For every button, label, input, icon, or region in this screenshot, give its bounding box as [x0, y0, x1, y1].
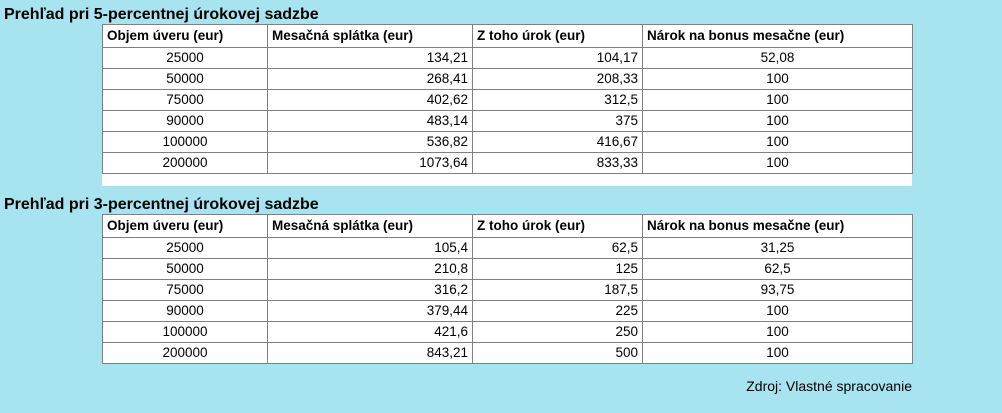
cell-monthly-payment: 1073,64 — [268, 153, 473, 174]
cell-monthly-payment: 483,14 — [268, 111, 473, 132]
cell-interest-part: 225 — [473, 301, 643, 322]
cell-loan-volume: 25000 — [103, 48, 268, 69]
table-row — [103, 322, 913, 343]
cell-loan-volume: 100000 — [103, 322, 268, 343]
cell-interest-part: 375 — [473, 111, 643, 132]
cell-monthly-payment: 379,44 — [268, 301, 473, 322]
column-header-loan-volume: Objem úveru (eur) — [103, 215, 268, 238]
cell-bonus-claim: 31,25 — [643, 238, 913, 259]
cell-loan-volume: 200000 — [103, 153, 268, 174]
cell-loan-volume: 50000 — [103, 259, 268, 280]
cell-bonus-claim: 62,5 — [643, 259, 913, 280]
table-row — [103, 259, 913, 280]
cell-monthly-payment: 316,2 — [268, 280, 473, 301]
table-row — [103, 48, 913, 69]
cell-interest-part: 62,5 — [473, 238, 643, 259]
cell-interest-part: 187,5 — [473, 280, 643, 301]
section-3-percent — [0, 186, 1002, 364]
table-row — [103, 153, 913, 174]
column-header-interest-part: Z toho úrok (eur) — [473, 25, 643, 48]
cell-interest-part: 833,33 — [473, 153, 643, 174]
table-row — [103, 343, 913, 364]
table-header-row — [103, 25, 913, 48]
cell-bonus-claim: 100 — [643, 301, 913, 322]
table-row — [103, 280, 913, 301]
table-row — [103, 111, 913, 132]
cell-bonus-claim: 100 — [643, 90, 913, 111]
column-header-monthly-payment: Mesačná splátka (eur) — [268, 25, 473, 48]
table-row — [103, 132, 913, 153]
section-title-3-percent: Prehľad pri 3-percentnej úrokovej sadzbe — [4, 196, 319, 213]
cell-loan-volume: 90000 — [103, 111, 268, 132]
column-header-bonus-claim: Nárok na bonus mesačne (eur) — [643, 215, 913, 238]
cell-interest-part: 250 — [473, 322, 643, 343]
cell-bonus-claim: 52,08 — [643, 48, 913, 69]
cell-loan-volume: 75000 — [103, 280, 268, 301]
column-header-bonus-claim: Nárok na bonus mesačne (eur) — [643, 25, 913, 48]
cell-loan-volume: 90000 — [103, 301, 268, 322]
section-5-percent — [0, 0, 1002, 174]
cell-interest-part: 125 — [473, 259, 643, 280]
table-row — [103, 301, 913, 322]
cell-bonus-claim: 100 — [643, 322, 913, 343]
cell-loan-volume: 25000 — [103, 238, 268, 259]
cell-interest-part: 104,17 — [473, 48, 643, 69]
cell-interest-part: 208,33 — [473, 69, 643, 90]
cell-monthly-payment: 421,6 — [268, 322, 473, 343]
cell-bonus-claim: 100 — [643, 111, 913, 132]
cell-loan-volume: 100000 — [103, 132, 268, 153]
table-row — [103, 90, 913, 111]
cell-loan-volume: 75000 — [103, 90, 268, 111]
cell-loan-volume: 50000 — [103, 69, 268, 90]
table-row — [103, 69, 913, 90]
cell-bonus-claim: 100 — [643, 343, 913, 364]
cell-monthly-payment: 134,21 — [268, 48, 473, 69]
table-row — [103, 238, 913, 259]
table-header-row — [103, 215, 913, 238]
cell-interest-part: 312,5 — [473, 90, 643, 111]
cell-bonus-claim: 100 — [643, 153, 913, 174]
column-header-interest-part: Z toho úrok (eur) — [473, 215, 643, 238]
column-header-monthly-payment: Mesačná splátka (eur) — [268, 215, 473, 238]
table-spacer — [102, 174, 912, 186]
section-title-5-percent: Prehľad pri 5-percentnej úrokovej sadzbe — [4, 6, 319, 23]
table-wrap-5-percent — [0, 24, 1002, 174]
cell-monthly-payment: 268,41 — [268, 69, 473, 90]
source-note: Zdroj: Vlastné spracovanie — [746, 378, 912, 394]
table-3-percent — [102, 214, 913, 364]
cell-bonus-claim: 100 — [643, 69, 913, 90]
column-header-loan-volume: Objem úveru (eur) — [103, 25, 268, 48]
cell-bonus-claim: 100 — [643, 132, 913, 153]
cell-interest-part: 500 — [473, 343, 643, 364]
cell-bonus-claim: 93,75 — [643, 280, 913, 301]
cell-monthly-payment: 843,21 — [268, 343, 473, 364]
table-5-percent — [102, 24, 913, 174]
table-wrap-3-percent — [0, 214, 1002, 364]
cell-loan-volume: 200000 — [103, 343, 268, 364]
cell-monthly-payment: 402,62 — [268, 90, 473, 111]
cell-monthly-payment: 210,8 — [268, 259, 473, 280]
cell-monthly-payment: 536,82 — [268, 132, 473, 153]
cell-interest-part: 416,67 — [473, 132, 643, 153]
cell-monthly-payment: 105,4 — [268, 238, 473, 259]
